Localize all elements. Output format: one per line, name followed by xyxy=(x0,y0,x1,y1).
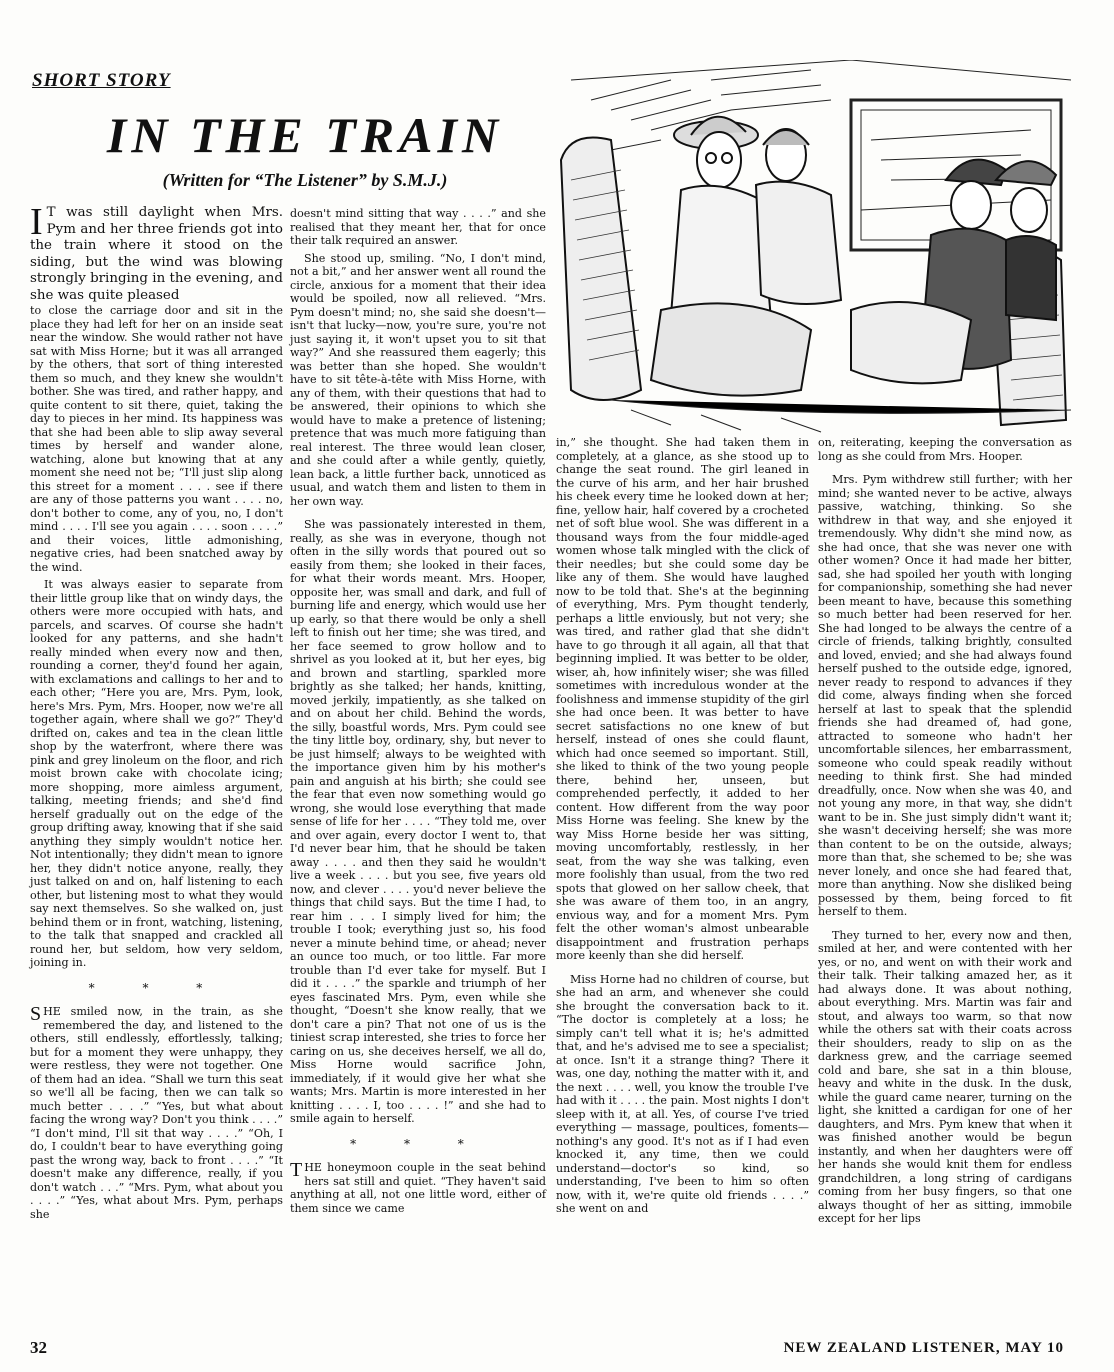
drop-cap: S xyxy=(30,1003,42,1025)
paragraph: to close the carriage door and sit in the place they had left for her on an inside seat near the window. She would rather not have sat with Miss Horne; but it was all arranged by the others, that sort of thing interested them so much, and they knew she wouldn't bother. She was tired, and rather happy, and quite content to sit there, quiet, taking the day to pieces in her mind. Its happiness was that she had been able to slip away several times by herself and wander alone, watching, alone but knowing that at any moment she need not be; “I'll just slip along this street for a moment . . . . see if there are any of those patterns you want . . . . no, don't bother to come, any of you, no, I don't mind . . . . I'll see you again . . . . soon . . . .” and their voices, little admonishing, negative cries, had been snatched away by the wind. xyxy=(30,304,283,574)
lead-paragraph: I T was still daylight when Mrs. Pym and her three friends got into the train where it stood on the siding, but the wind was blowing strongly bringing in the evening, and she was quite pleased xyxy=(30,201,283,303)
drop-cap: T xyxy=(290,1159,303,1181)
column-3 xyxy=(556,436,809,1216)
drop-cap: I xyxy=(30,201,43,243)
column-4 xyxy=(818,436,1072,1226)
section-separator: * * * xyxy=(88,980,225,995)
paragraph: doesn't mind sitting that way . . . .” and she realised that they meant her, that for once their talk required an answer. xyxy=(290,207,546,247)
story-title: IN THE TRAIN xyxy=(106,107,504,163)
paragraph: SHE smiled now, in the train, as she remembered the day, and listened to the others, still endlessly, effortlessly, talking; but for a moment they were unhappy, they were restless, they were not together. One of them had an idea. “Shall we turn this seat so we'll all be facing, then we can talk so much better . . . .” “Yes, but what about facing the wrong way? Don't you think . . . .” “I don't mind, I'll sit that way . . . .” “Oh, I do, I couldn't bear to have everything going past the wrong way, back to front . . . .” “It doesn't make any difference, really, if you don't watch . . .” “Mrs. Pym, what about you . . . .” “Yes, what about Mrs. Pym, perhaps she xyxy=(30,1003,283,1221)
paragraph: on, reiterating, keeping the conversation as long as she could from Mrs. Hooper. xyxy=(818,436,1072,463)
paragraph: It was always easier to separate from their little group like that on windy days, the others were more occupied with hats, and parcels, and scarves. Of course she hadn't looked for any patterns, and she hadn't really minded when every now and then, rounding a corner, they'd found her again, with exclamations and callings to her and to each other; “Here you are, Mrs. Pym, look, here's Mrs. Pym, Mrs. Hooper, now we're all together again, where shall we go?” They'd drifted on, cakes and tea in the clean little shop by the waterfront, where there was pink and grey linoleum on the floor, and rich moist brown cake with chocolate icing; more shopping, more aimless argument, talking, meeting friends; and she'd find herself gradually out on the edge of the group drifting away, knowing that if she said anything they simply wouldn't notice her. Not intentionally; they didn't mean to ignore her, they didn't notice anyone, really, they just talked on and on, half listening to each other, but listening most to what they would say next themselves. So she walked on, just behind them or in front, watching, listening, to the talk that snapped and crackled all round her, but seldom, how very seldom, joining in. xyxy=(30,578,283,969)
paragraph: Mrs. Pym withdrew still further; with her mind; she wanted never to be active, always passive, watching, thinking. So she withdrew in that way, and she enjoyed it tremendously. Why didn't she mind now, as she had once, that she was never one with other women? Once it had made her bitter, sad, she had spoiled her youth with longing for companionship, something she had never been meant to have, because this something so much better had been reserved for her. She had longed to be always the centre of a circle of friends, talking brightly, consulted and loved, envied; and she had always found herself pushed to the outside edge, ignored, never ready to respond to advances if they did come, always finding when she forced herself at last to speak that the splendid friends she had dreamed of, had gone, attracted to someone who hadn't her uncomfortable silences, her embarrassment, someone who could speak readily without needing to think first. She had minded dreadfully, once. Now when she was 40, and not young any more, in that way, she didn't want to be in. She just simply didn't want it; she wasn't deceiving herself; she was more than content to be on the outside, always; more than that, she schemed to be; she was never lonely, and once she had feared that, more than anything. Now she disliked being possessed by them, being forced to fit herself to them. xyxy=(818,473,1072,918)
paragraph: They turned to her, every now and then, smiled at her, and were contented with her yes, or no, and went on with their work and their talk. Their talking amazed her, as it had always done. It was about nothing, about everything. Mrs. Martin was fair and stout, and always too warm, so that now while the others sat with their coats across their shoulders, ready to slip on as the darkness grew, and the carriage seemed cold and bare, she sat in a thin blouse, heavy and white in the dusk. In the dusk, while the guard came nearer, turning on the light, she knitted a cardigan for one of her daughters, and Mrs. Pym knew that when it was finished another would be begun instantly, and when her daughters were off her hands she would knit them for endless grandchildren, a long string of cardigans coming from her busy fingers, so that one always thought of her as sitting, immobile except for her lips xyxy=(818,928,1072,1225)
column-2 xyxy=(290,207,546,1215)
paragraph: She was passionately interested in them, really, as she was in everyone, though not often in the silly words that poured out so easily from them; she looked in their faces, for what their words meant. Mrs. Hooper, opposite her, was small and dark, and full of burning life and energy, which would use her up early, so that there would be only a shell left to finish out her time; she was tired, and her face seemed to grow hollow and to shrivel as you looked at it, but her eyes, big and brown and startling, sparkled more brightly as she talked; her hands, knitting, moved jerkily, impatiently, as she talked on and on about her child. Behind the words, the silly, boastful words, Mrs. Pym could see the tiny little boy, ordinary, shy, but never to be just himself; always to be weighted with the importance given him by his mother's pain and anguish at his birth; she could see the fear that even now something would go wrong, she would lose everything that made sense of life for her . . . . “They told me, over and over again, every doctor I went to, that I'd never bear him, that he should be taken away . . . . and then they said he wouldn't live a week . . . . but you see, five years old now, and clever . . . . you'd never believe the things that child says. But the time I had, to rear him . . . I simply lived for him; the trouble I took; everything just so, his food never a minute behind time, or ahead; never an ounce too much, or too little. Far more trouble than I'd ever take for myself. But I did it . . . .” the sparkle and triumph of her eyes fascinated Mrs. Pym, even while she thought, “Doesn't she know really, that we don't care a pin? That not one of us is the tiniest scrap interested, she tries to force her caring on us, she deceives herself, we all do, Miss Horne would sacrifice John, immediately, if it would give her what she wants; Mrs. Martin is more interested in her knitting . . . . I, too . . . . !” and she had to smile again to herself. xyxy=(290,518,546,1125)
paragraph: THE honeymoon couple in the seat behind hers sat still and quiet. “They haven't said anything at all, not one little word, either of them since we came xyxy=(290,1159,546,1215)
paragraph: She stood up, smiling. “No, I don't mind, not a bit,” and her answer went all round the circle, anxious for a moment that their idea would be spoiled, now all relieved. “Mrs. Pym doesn't mind; no, she said she doesn't—isn't that lucky—now, you're sure, you're not just saying it, it won't upset you to sit that way?” And she reassured them eagerly; this was better than she hoped. She wouldn't have to sit tête-à-tête with Miss Horne, with any of them, with their questions that had to be answered, their opinions to which she would have to make a pretence of listening; pretence that was much more fatiguing than real interest. The three would lean closer, and she could after a while gently, quietly, lean back, a little further back, unnoticed as usual, and watch them and listen to them in her own way. xyxy=(290,251,546,508)
train-compartment-illustration xyxy=(551,60,1079,435)
paragraph: Miss Horne had no children of course, but she had an arm, and whenever she could she brought the conversation back to it. “The doctor is completely at a loss; he simply can't tell what it is; he's admitted that, and he's advised me to see a specialist; at once. Isn't it a strange thing? There it was, one day, nothing the matter with it, and the next . . . . well, you know the trouble I've had with it . . . . the pain. Most nights I don't sleep with it, at all. Yes, of course I've tried everything — massage, poultices, foments—nothing's any good. It's not as if I had even knocked it, any time, then we could understand—doctor's so kind, so understanding, I've been to him so often now, with it, we're quite old friends . . . .” she went on and xyxy=(556,972,809,1215)
section-separator: * * * xyxy=(350,1136,486,1151)
section-tag: SHORT STORY xyxy=(32,70,171,91)
publication-masthead: NEW ZEALAND LISTENER, MAY 10 xyxy=(783,1340,1064,1356)
paragraph: in,” she thought. She had taken them in completely, at a glance, as she stood up to change the seat round. The girl leaned in the curve of his arm, and her hair brushed his cheek every time he looked down at her; fine, yellow hair, half covered by a crocheted net of soft blue wool. She was different in a thousand ways from the four middle-aged women whose talk mingled with the click of their needles; but she could some day be like any of them. She would have laughed now to be told that. She's at the beginning of everything, Mrs. Pym thought tenderly, perhaps a little enviously, but not very; she was tired, and rather glad that she didn't have to go through it all again, all that that beginning implied. It was better to be older, wiser, ah, how infinitely wiser; she was filled sometimes with incredulous wonder at the foolishness and immense stupidity of the girl she had once been. It was better to have secret satisfactions no one knew of but herself, instead of ones she could flaunt, which had once seemed so important. Still, she liked to think of the two young people there, behind her, unseen, but comprehended perfectly, it added to her content. How different from the way poor Miss Horne was feeling. She knew by the way Miss Horne beside her was sitting, moving uncomfortably, restlessly, in her seat, from the way she was talking, even more foolishly than usual, from the two red spots that glowed on her sallow cheek, that she was aware of them too, in an angry, envious way, and for a moment Mrs. Pym felt the other woman's almost unbearable disappointment and frustration perhaps more keenly than she did herself. xyxy=(556,436,809,962)
column-1 xyxy=(30,201,283,1221)
page-number: 32 xyxy=(30,1338,47,1357)
byline: (Written for “The Listener” by S.M.J.) xyxy=(162,170,448,190)
